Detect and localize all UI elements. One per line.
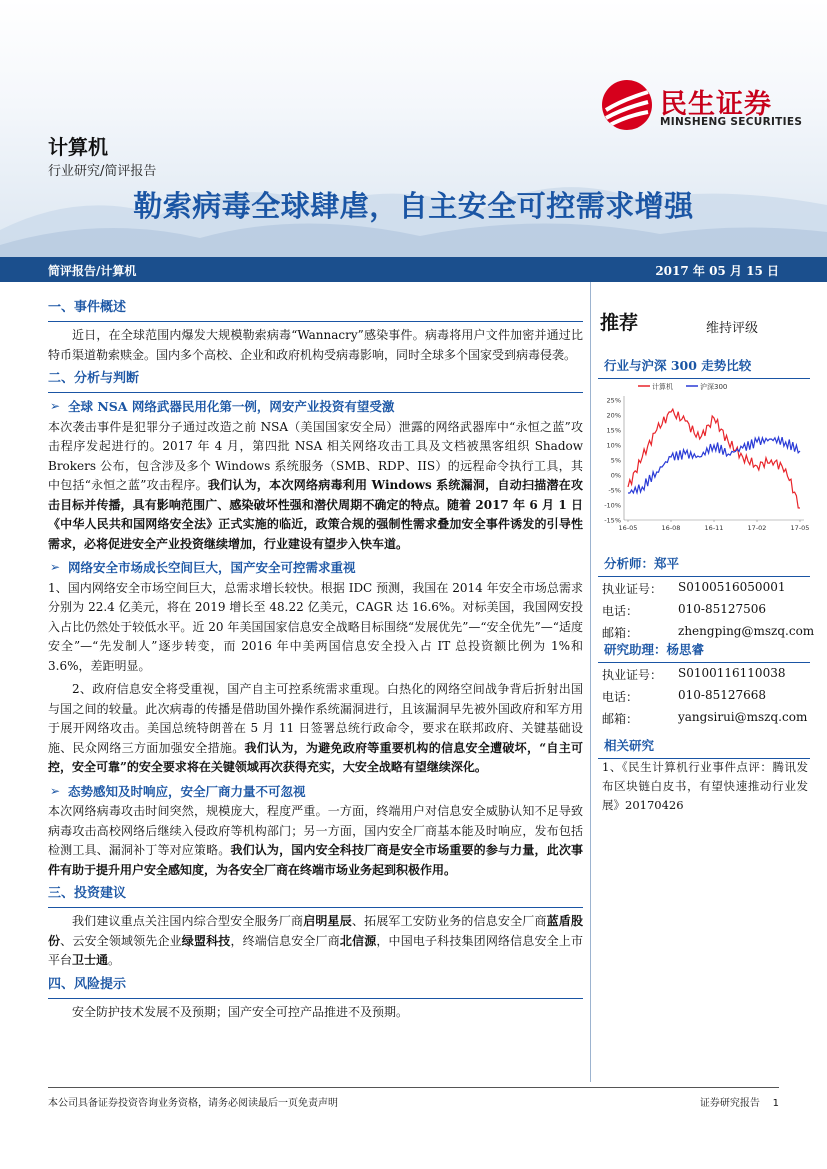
y-tick-label: 0% [610, 471, 621, 480]
y-tick-label: -15% [604, 516, 621, 525]
related-item: 1、《民生计算机行业事件点评：腾讯发布区块链白皮书，有望快速推动行业发展》20170426 [602, 760, 808, 812]
brand-name-en: MINSHENG SECURITIES [660, 116, 803, 128]
chart-title: 行业与沪深 300 走势比较 [598, 356, 810, 379]
series-line-computer [628, 409, 800, 508]
x-tick-label: 16-05 [618, 524, 638, 532]
analyst-title: 分析师：郑平 [598, 554, 810, 577]
y-tick-label: -10% [604, 501, 621, 510]
footer-divider [48, 1087, 779, 1088]
subsection-heading: ➢ 态势感知及时响应，安全厂商力量不可忽视 [48, 782, 583, 802]
rating: 维持评级 [706, 321, 759, 336]
subsection-heading: ➢ 网络安全市场成长空间巨大，国产安全可控需求重视 [48, 558, 583, 578]
arrow-bullet-icon: ➢ [50, 783, 61, 798]
legend-label: 沪深300 [700, 383, 728, 391]
logo-emblem-icon [602, 80, 652, 130]
y-tick-label: -5% [608, 486, 621, 495]
y-tick-label: 5% [610, 456, 621, 465]
y-tick-label: 25% [606, 396, 621, 405]
brand-name-cn: 民生证券 [660, 89, 772, 120]
footer-page: 证券研究报告 1 [699, 1098, 779, 1109]
related-title: 相关研究 [598, 736, 810, 759]
legend-label: 计算机 [652, 383, 673, 391]
section-heading: 四、风险提示 [48, 975, 583, 999]
footer-disclaimer: 本公司具备证券投资咨询业务资格，请务必阅读最后一页免责声明 [48, 1098, 338, 1109]
paragraph: 本次网络病毒攻击时间突然，规模庞大，程度严重。一方面，终端用户对信息安全威胁认知不足导致病毒攻击高校网络后继续入侵政府等机构部门；另一方面，国内安全厂商基本能及时响应，发布包括检测工具、漏洞补丁等对应策略。我们认为，国内安全科技厂商是安全市场重要的参与力量，此次事件有助于提升用户安全感知度，为各安全厂商在终端市场业务起到积极作用。 [48, 804, 583, 877]
subsection-heading: ➢ 全球 NSA 网络武器民用化第一例，网安产业投资有望受激 [48, 397, 583, 417]
x-tick-label: 17-05 [790, 524, 810, 532]
trend-chart [598, 376, 810, 538]
recommendation: 推荐 [600, 312, 639, 334]
y-tick-label: 15% [606, 426, 621, 435]
x-tick-label: 16-11 [704, 524, 724, 532]
section-heading: 二、分析与判断 [48, 369, 583, 393]
page-number: 1 [772, 1098, 779, 1109]
brand-logo [602, 80, 802, 132]
column-divider [590, 282, 591, 1082]
paragraph: 近日，在全球范围内爆发大规模勒索病毒“Wannacry”感染事件。病毒将用户文件加密并通过比特币渠道勒索赎金。国内多个高校、企业和政府机构受病毒影响，同时全球多个国家受到病毒侵袭。 [48, 328, 583, 362]
paragraph: 本次袭击事件是犯罪分子通过改造之前 NSA（美国国家安全局）泄露的网络武器库中“永恒之蓝”攻击程序发起进行的。2017 年 4 月，第四批 NSA 相关网络攻击工具及文档被黑客组织 Shadow Brokers 公布，包含涉及多个 Windows 系统服务（SMB、RDP、IIS）的远程命令执行工具，其中包括“永恒之蓝”攻击程序。我们认为，本次网络病毒利用 Windows 系统漏洞，自动扫描潜在攻击目标并传播，具有影响范围广、感染破坏性强和潜伏周期不确定的特点。随着 2017 年 6 月 1 日《中华人民共和国网络安全法》正式实施的临近，政策合规的强制性需求叠加安全事件诱发的引导性需求，必将促进安全产业投资继续增加，行业建设有望步入快车道。 [48, 419, 583, 551]
section-heading: 一、事件概述 [48, 298, 583, 322]
assistant-title: 研究助理：杨思睿 [598, 640, 810, 663]
report-date: 2017 年 05 月 15 日 [655, 264, 779, 278]
section-heading: 三、投资建议 [48, 884, 583, 908]
report-type: 行业研究/简评报告 [48, 164, 157, 179]
paragraph: 安全防护技术发展不及预期；国产安全可控产品推进不及预期。 [72, 1004, 409, 1019]
paragraph: 我们建议重点关注国内综合型安全服务厂商启明星辰、拓展军工安防业务的信息安全厂商蓝盾股份、云安全领域领先企业绿盟科技，终端信息安全厂商北信源，中国电子科技集团网络信息安全上市平台卫士通。 [48, 914, 583, 967]
industry-label: 计算机 [48, 135, 108, 159]
y-tick-label: 20% [606, 411, 621, 420]
paragraph: 2、政府信息安全将受重视，国产自主可控系统需求重现。白热化的网络空间战争背后折射出国与国之间的较量。此次病毒的传播是借助国外操作系统漏洞进行，且该漏洞早先被外国政府和军方用于展开网络攻击。美国总统特朗普在 5 月 11 日签署总统行政命令，要求在联邦政府、关键基础设施、民众网络三方面加强安全措施。我们认为，为避免政府等重要机构的信息安全遭破坏，“自主可控，安全可靠”的安全要求将在关键领域再次获得充实，大安全战略有望继续深化。 [48, 682, 583, 774]
page-title: 勒索病毒全球肆虐，自主安全可控需求增强 [133, 189, 694, 223]
trend-chart-svg [598, 376, 810, 538]
arrow-bullet-icon: ➢ [50, 560, 61, 574]
series-line-hs300 [628, 437, 800, 493]
y-tick-label: 10% [606, 441, 621, 450]
paragraph: 1、国内网络安全市场空间巨大，总需求增长较快。根据 IDC 预测，我国在 2014 年安全市场总需求分别为 22.4 亿美元，将在 2019 增长至 48.22 亿美元，CAGR 达 16.6%。对标美国，我国网安投入占比仍然处于较低水平。近 20 年美国国家信息安全战略目标围绕“发展优先”—“安全优先”—“适度安全”—“先发制人”逐步转变，而 2016 年中美两国信息安全投入占 IT 总投资额比例为 1%和 3.6%，差距明显。 [48, 580, 583, 673]
band-category: 简评报告/计算机 [48, 264, 137, 278]
x-tick-label: 17-02 [747, 524, 767, 532]
main-content [48, 298, 583, 1026]
x-tick-label: 16-08 [661, 524, 681, 532]
arrow-bullet-icon: ➢ [50, 399, 61, 413]
